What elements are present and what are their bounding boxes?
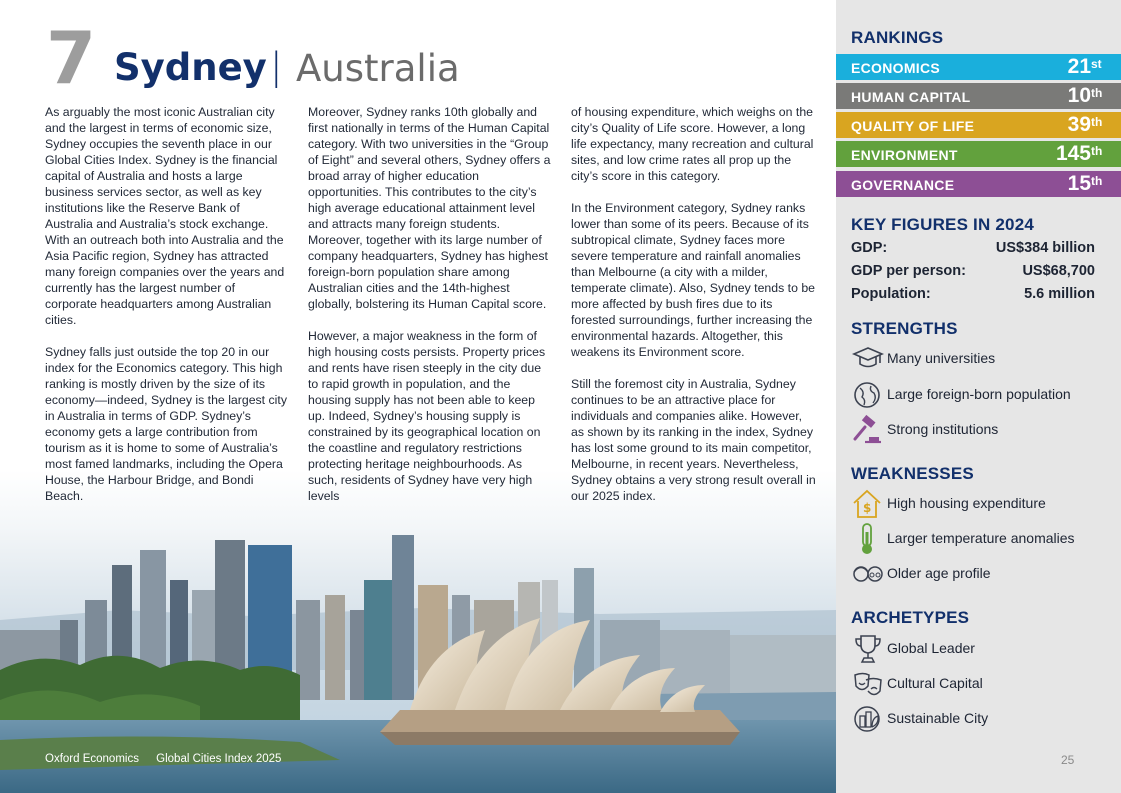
weakness-item	[851, 557, 1113, 591]
ranking-label: ECONOMICS	[851, 60, 941, 76]
ranking-value: 10	[1067, 84, 1091, 107]
ranking-label: HUMAN CAPITAL	[851, 89, 971, 105]
text-column-3	[571, 104, 816, 520]
text-column-2	[308, 104, 553, 520]
key-figure-value: 5.6 million	[1024, 286, 1095, 302]
key-figure-label: GDP:	[851, 240, 888, 256]
paragraph: Sydney falls just outside the top 20 in our index for the Economics category. This high ranking is mostly driven by the size of its economy—indeed, Sydney is the largest city in Australia in terms of GDP. Sydney’s economy gets a large contribution from tourism as it is home to some of Australia’s most famed landmarks, including the Opera House, the Harbour Bridge, and Bondi Beach.	[45, 345, 287, 503]
paragraph: As arguably the most iconic Australian city and the largest in terms of economic size, Sydney occupies the seventh place in our Global Cities Index. Sydney is the financial capital of Australia and hosts a large business services sector, as well as key institutions like the Reserve Bank of Australia and Australia’s stock exchange. With an outreach both into Australia and the Asia Pacific region, Sydney has attracted many foreign companies over the years and currently has the largest number of corporate headquarters among Australian cities.	[45, 105, 285, 327]
ranking-human-capital	[836, 83, 1121, 109]
ranking-suffix: st	[1091, 57, 1102, 71]
paragraph: Still the foremost city in Australia, Sydney continues to be an attractive place for individuals and companies alike. However, as shown by its ranking in the index, Sydney has lost some ground to its main competitor, Melbourne, in recent years. Nevertheless, Sydney obtains a very strong result overall in our 2025 index.	[571, 377, 816, 503]
ranking-label: QUALITY OF LIFE	[851, 118, 975, 134]
svg-text:$: $	[863, 501, 872, 515]
ranking-economics	[836, 54, 1121, 80]
paragraph: In the Environment category, Sydney ranks lower than some of its peers. Because of its subtropical climate, Sydney faces more severe temperature and rainfall anomalies than Melbourne (a city with a milder, temperate climate). Also, Sydney tends to be more affected by bush fires due to its forested surroundings, further increasing the environmental hazards. Altogether, this weakens its Environment score.	[571, 201, 816, 359]
heading-separator: |	[270, 45, 283, 88]
strength-item	[851, 342, 1113, 376]
ranking-suffix: th	[1091, 144, 1103, 158]
country-name: Australia	[296, 47, 460, 90]
thermometer-icon	[851, 522, 885, 556]
key-figure-value: US$384 billion	[995, 240, 1095, 256]
strength-item	[851, 378, 1113, 412]
paragraph: However, a major weakness in the form of high housing costs persists. Property prices and rents have risen steeply in the city due to rapid growth in population, and the housing supply has not been able to keep up. Indeed, Sydney’s housing supply is constrained by its geographical location on the coastline and regulatory restrictions protecting heritage neighbourhoods. As such, residents of Sydney have very high levels	[308, 329, 546, 503]
trophy-icon	[851, 632, 885, 666]
strength-label: Many universities	[887, 350, 996, 366]
elderly-faces-icon	[851, 557, 885, 591]
theatre-masks-icon	[851, 667, 885, 701]
weakness-label: Larger temperature anomalies	[887, 530, 1075, 546]
archetype-item	[851, 702, 1113, 736]
archetype-label: Cultural Capital	[887, 675, 983, 691]
key-figure-label: GDP per person:	[851, 263, 966, 279]
gavel-icon	[851, 413, 885, 447]
leaf-city-icon	[851, 702, 885, 736]
ranking-quality-of-life	[836, 112, 1121, 138]
graduation-cap-icon	[851, 342, 885, 376]
sidebar	[836, 0, 1121, 793]
ranking-label: GOVERNANCE	[851, 177, 955, 193]
city-name: Sydney	[114, 46, 267, 89]
paragraph: of housing expenditure, which weighs on the city’s Quality of Life score. However, a long life expectancy, many recreation and cultural sites, and low crime rates all prop up the city’s score in this category.	[571, 105, 814, 183]
strengths-title: STRENGTHS	[851, 319, 958, 338]
rankings-title: RANKINGS	[851, 28, 944, 47]
weakness-item	[851, 522, 1113, 556]
archetype-label: Sustainable City	[887, 710, 989, 726]
key-figure-label: Population:	[851, 286, 931, 302]
ranking-environment	[836, 141, 1121, 167]
footer-publisher: Oxford Economics	[45, 753, 139, 765]
archetype-item	[851, 667, 1113, 701]
ranking-value: 145	[1055, 142, 1091, 165]
ranking-suffix: th	[1091, 86, 1103, 100]
text-column-1	[45, 104, 290, 520]
strength-label: Strong institutions	[887, 421, 999, 437]
ranking-suffix: th	[1091, 115, 1103, 129]
archetypes-title: ARCHETYPES	[851, 608, 970, 627]
strength-item	[851, 413, 1113, 447]
city-rank-number: 7	[46, 16, 95, 100]
ranking-governance	[836, 171, 1121, 197]
paragraph: Moreover, Sydney ranks 10th globally and first nationally in terms of the Human Capital category. With two universities in the “Group of Eight” and several others, Sydney offers a broad array of higher education opportunities. This contributes to the city’s high average educational attainment level and attracts many foreign students. Moreover, together with its large number of company headquarters, Sydney has highest foreign-born population share among Australian cities and the 14th-highest globally, bolstering its Human Capital score.	[308, 105, 551, 311]
ranking-label: ENVIRONMENT	[851, 147, 958, 163]
page-number: 25	[1061, 753, 1075, 767]
ranking-value: 21	[1067, 55, 1091, 78]
archetype-item	[851, 632, 1113, 666]
ranking-value: 39	[1067, 113, 1091, 136]
weakness-label: High housing expenditure	[887, 495, 1046, 511]
footer-publication: Global Cities Index 2025	[156, 753, 282, 765]
ranking-value: 15	[1067, 172, 1091, 195]
ranking-suffix: th	[1091, 174, 1103, 188]
strength-label: Large foreign-born population	[887, 386, 1071, 402]
page-footer	[45, 753, 281, 765]
key-figure-value: US$68,700	[1022, 263, 1095, 279]
weakness-item	[851, 487, 1113, 521]
weaknesses-title: WEAKNESSES	[851, 464, 974, 483]
globe-icon	[851, 378, 885, 412]
weakness-label: Older age profile	[887, 565, 991, 581]
key-figures-title: KEY FIGURES IN 2024	[851, 215, 1034, 234]
archetype-label: Global Leader	[887, 640, 975, 656]
house-dollar-icon	[851, 487, 885, 521]
